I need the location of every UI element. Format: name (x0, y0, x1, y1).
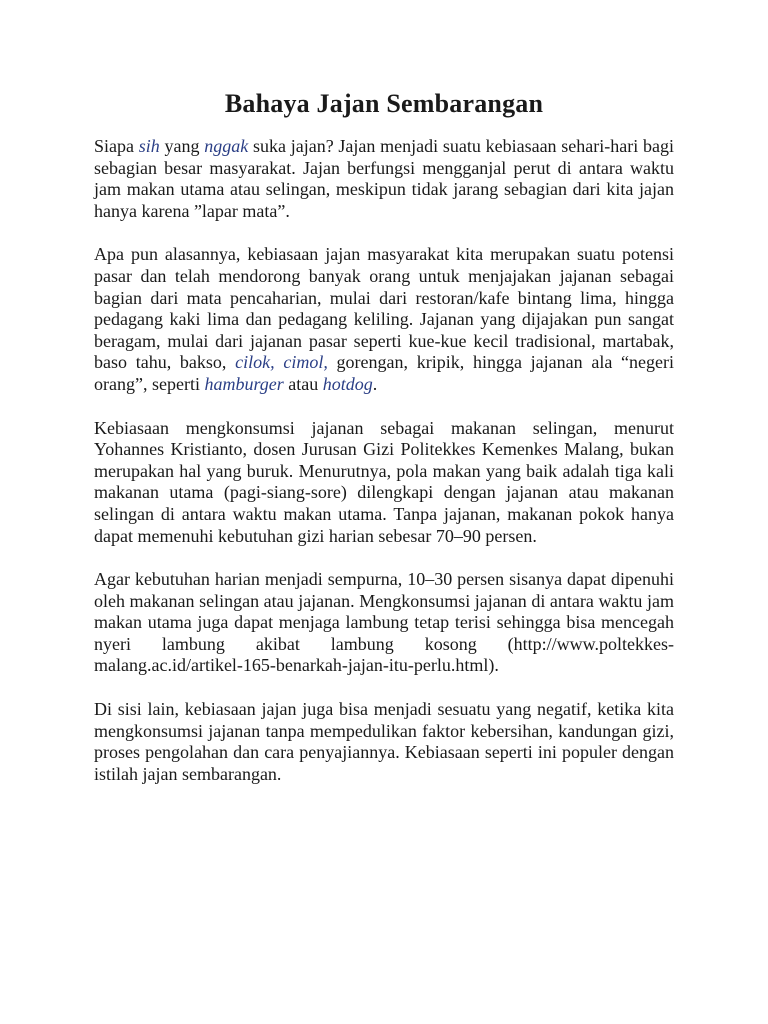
paragraph-1-text-c: yang (159, 136, 205, 156)
paragraph-2-text-a: Apa pun alasannya, kebiasaan jajan masyarakat kita merupakan suatu potensi pasar dan telah mendorong banyak orang untuk menjajakan jajanan sebagai bagian dari mata pencaharian, mulai dari restoran/kafe bintang lima, hingga pedagang kaki lima dan pedagang keliling. Jajanan yang dijajakan pun sangat beragam, mulai dari jajanan pasar seperti kue-kue kecil tradisional, martabak, baso tahu, bakso, (94, 244, 674, 373)
italic-term-hotdog: hotdog (322, 373, 373, 394)
paragraph-4: Agar kebutuhan harian menjadi sempurna, 10–30 persen sisanya dapat dipenuhi oleh makanan selingan atau jajanan. Mengkonsumsi jajanan di antara waktu jam makan utama juga dapat menjaga lambung tetap terisi sehingga bisa mencegah nyeri lambung akibat lambung kosong (http://www.poltekkes-malang.ac.id/artikel-165-benarkah-jajan-itu-perlu.html). (94, 569, 674, 676)
paragraph-1-text-e: suka jajan? Jajan menjadi suatu kebiasaan sehari-hari bagi sebagian besar masyarakat. Jajan berfungsi mengganjal perut di antara waktu jam makan utama atau selingan, meskipun tidak jarang sebagian dari kita jajan hanya karena ”lapar mata”. (94, 136, 674, 221)
italic-term-sih: sih (138, 136, 160, 156)
italic-term-nggak: nggak (204, 136, 249, 156)
paragraph-2-text-c: gorengan, kripik, hingga jajanan ala “negeri orang”, seperti (94, 352, 674, 394)
paragraph-3: Kebiasaan mengkonsumsi jajanan sebagai makanan selingan, menurut Yohannes Kristianto, dosen Jurusan Gizi Politekkes Kemenkes Malang, bukan merupakan hal yang buruk. Menurutnya, pola makan yang baik adalah tiga kali makanan utama (pagi-siang-sore) dilengkapi dengan jajanan atau makanan selingan di antara waktu makan utama. Tanpa jajanan, makanan pokok hanya dapat memenuhi kebutuhan gizi harian sebesar 70–90 persen. (94, 417, 674, 546)
document-title: Bahaya Jajan Sembarangan (224, 89, 544, 118)
paragraph-5: Di sisi lain, kebiasaan jajan juga bisa menjadi sesuatu yang negatif, ketika kita mengkonsumsi jajanan tanpa mempedulikan faktor kebersihan, kandungan gizi, proses pengolahan dan cara penyajiannya. Kebiasaan seperti ini populer dengan istilah jajan sembarangan. (94, 699, 674, 784)
document-body (94, 136, 674, 807)
italic-term-hamburger: hamburger (204, 373, 284, 394)
italic-term-cilok-cimol: cilok, cimol, (235, 352, 328, 373)
paragraph-1-text-a: Siapa (94, 136, 139, 156)
paragraph-2-text-g: . (372, 373, 378, 394)
paragraph-2 (94, 244, 674, 395)
paragraph-2-text-e: atau (283, 373, 323, 394)
paragraph-1 (94, 136, 674, 222)
